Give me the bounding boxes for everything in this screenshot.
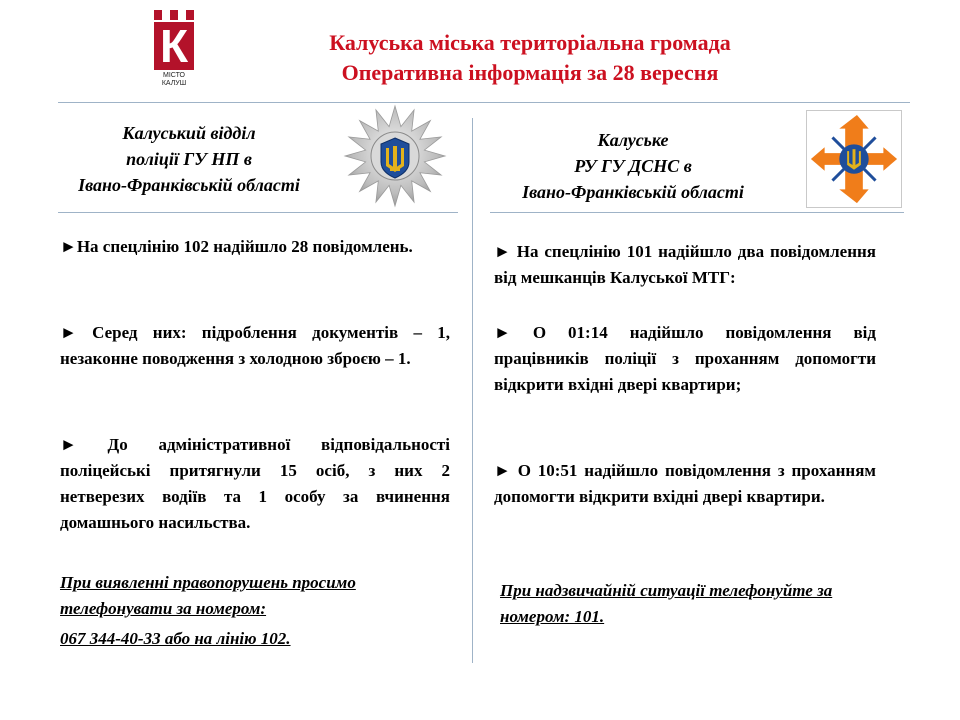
city-logo	[152, 10, 196, 92]
title-line-2: Оперативна інформація за 28 вересня	[341, 60, 719, 85]
dsns-heading-rule	[490, 212, 904, 213]
dsns-contact-text: При надзвичайній ситуації телефонуйте за номером: 101.	[500, 581, 833, 626]
police-paragraph-1: ►На спецлінію 102 надійшло 28 повідомлень.	[60, 237, 413, 256]
police-heading-rule	[58, 212, 458, 213]
dsns-paragraph-1: ► На спецлінію 101 надійшло два повідомлення від мешканців Калуської МТГ:	[494, 242, 876, 287]
police-contact-text: При виявленні правопорушень просимо телефонувати за номером:	[60, 573, 356, 618]
police-star-icon	[343, 104, 447, 208]
header-divider	[58, 102, 910, 103]
dsns-paragraph-3: ► О 10:51 надійшло повідомлення з проханням допомогти відкрити вхідні двері квартири.	[494, 461, 876, 506]
page-title	[250, 28, 810, 88]
column-divider	[472, 118, 473, 663]
dsns-cross-icon	[806, 110, 902, 208]
police-contact-phone: 067 344-40-33 або на лінію 102.	[60, 629, 291, 648]
police-paragraph-2: ► Серед них: підроблення документів – 1, незаконне поводження з холодною зброєю – 1.	[60, 323, 450, 368]
logo-caption: МІСТО КАЛУШ	[161, 72, 187, 87]
police-heading: Калуський відділ поліції ГУ НП в Івано-Франківській області	[78, 123, 300, 195]
police-paragraph-3: ► До адміністративної відповідальності поліцейські притягнули 15 осіб, з них 2 нетверезих водіїв та 1 особу за вчинення домашнього насильства.	[60, 435, 450, 532]
title-line-1: Калуська міська територіальна громада	[329, 30, 731, 55]
dsns-paragraph-2: ► О 01:14 надійшло повідомлення від працівників поліції з проханням допомогти відкрити вхідні двері квартири;	[494, 323, 876, 394]
logo-letter: К	[154, 22, 194, 70]
dsns-heading: Калуське РУ ГУ ДСНС в Івано-Франківській області	[522, 130, 744, 202]
